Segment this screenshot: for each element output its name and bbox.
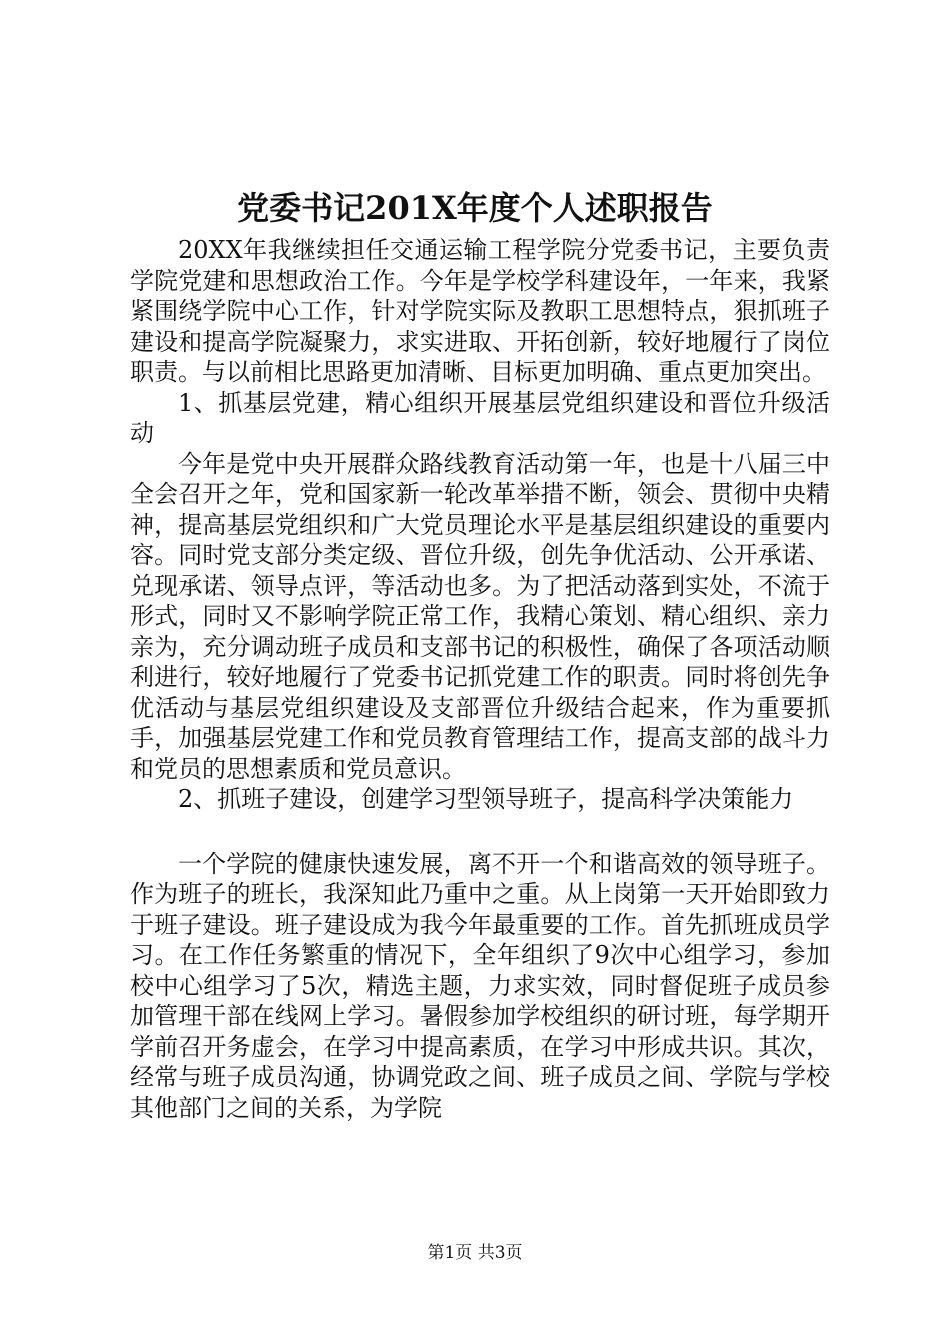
paragraph-intro: 20XX年我继续担任交通运输工程学院分党委书记，主要负责学院党建和思想政治工作。今年是学校学科建设年，一年来，我紧紧围绕学院中心工作，针对学院实际及教职工思想特点，狠抓班子建设和提高学院凝聚力，求实进取、开拓创新，较好地履行了岗位职责。与以前相比思路更加清晰、目标更加明确、重点更加突出。 [130,236,830,386]
document-title: 党委书记201X年度个人述职报告 [237,189,713,227]
paragraph-section-1: 今年是党中央开展群众路线教育活动第一年，也是十八届三中全会召开之年，党和国家新一轮改革举措不断，领会、贯彻中央精神，提高基层党组织和广大党员理论水平是基层组织建设的重要内容。同时党支部分类定级、晋位升级，创先争优活动、公开承诺、兑现承诺、领导点评，等活动也多。为了把活动落到实处，不流于形式，同时又不影响学院正常工作，我精心策划、精心组织、亲力亲为，充分调动班子成员和支部书记的积极性，确保了各项活动顺利进行，较好地履行了党委书记抓党建工作的职责。同时将创先争优活动与基层党组织建设及支部晋位升级结合起来，作为重要抓手，加强基层党建工作和党员教育管理结工作，提高支部的战斗力和党员的思想素质和党员意识。 [130,449,830,783]
paragraph-section-2: 一个学院的健康快速发展，离不开一个和谐高效的领导班子。作为班子的班长，我深知此乃重中之重。从上岗第一天开始即致力于班子建设。班子建设成为我今年最重要的工作。首先抓班成员学习。在工作任务繁重的情况下，全年组织了9次中心组学习，参加校中心组学习了5次，精选主题，力求实效，同时督促班子成员参加管理干部在线网上学习。暑假参加学校组织的研讨班，每学期开学前召开务虚会，在学习中提高素质，在学习中形成共识。其次，经常与班子成员沟通，协调党政之间、班子成员之间、学院与学校其他部门之间的关系，为学院 [130,849,830,1122]
section-heading-1: 1、抓基层党建，精心组织开展基层党组织建设和晋位升级活动 [130,388,830,447]
page-number-footer: 第1页 共3页 [427,1243,523,1263]
document-body [130,235,830,1123]
section-heading-2: 2、抓班子建设，创建学习型领导班子，提高科学决策能力 [178,785,794,813]
